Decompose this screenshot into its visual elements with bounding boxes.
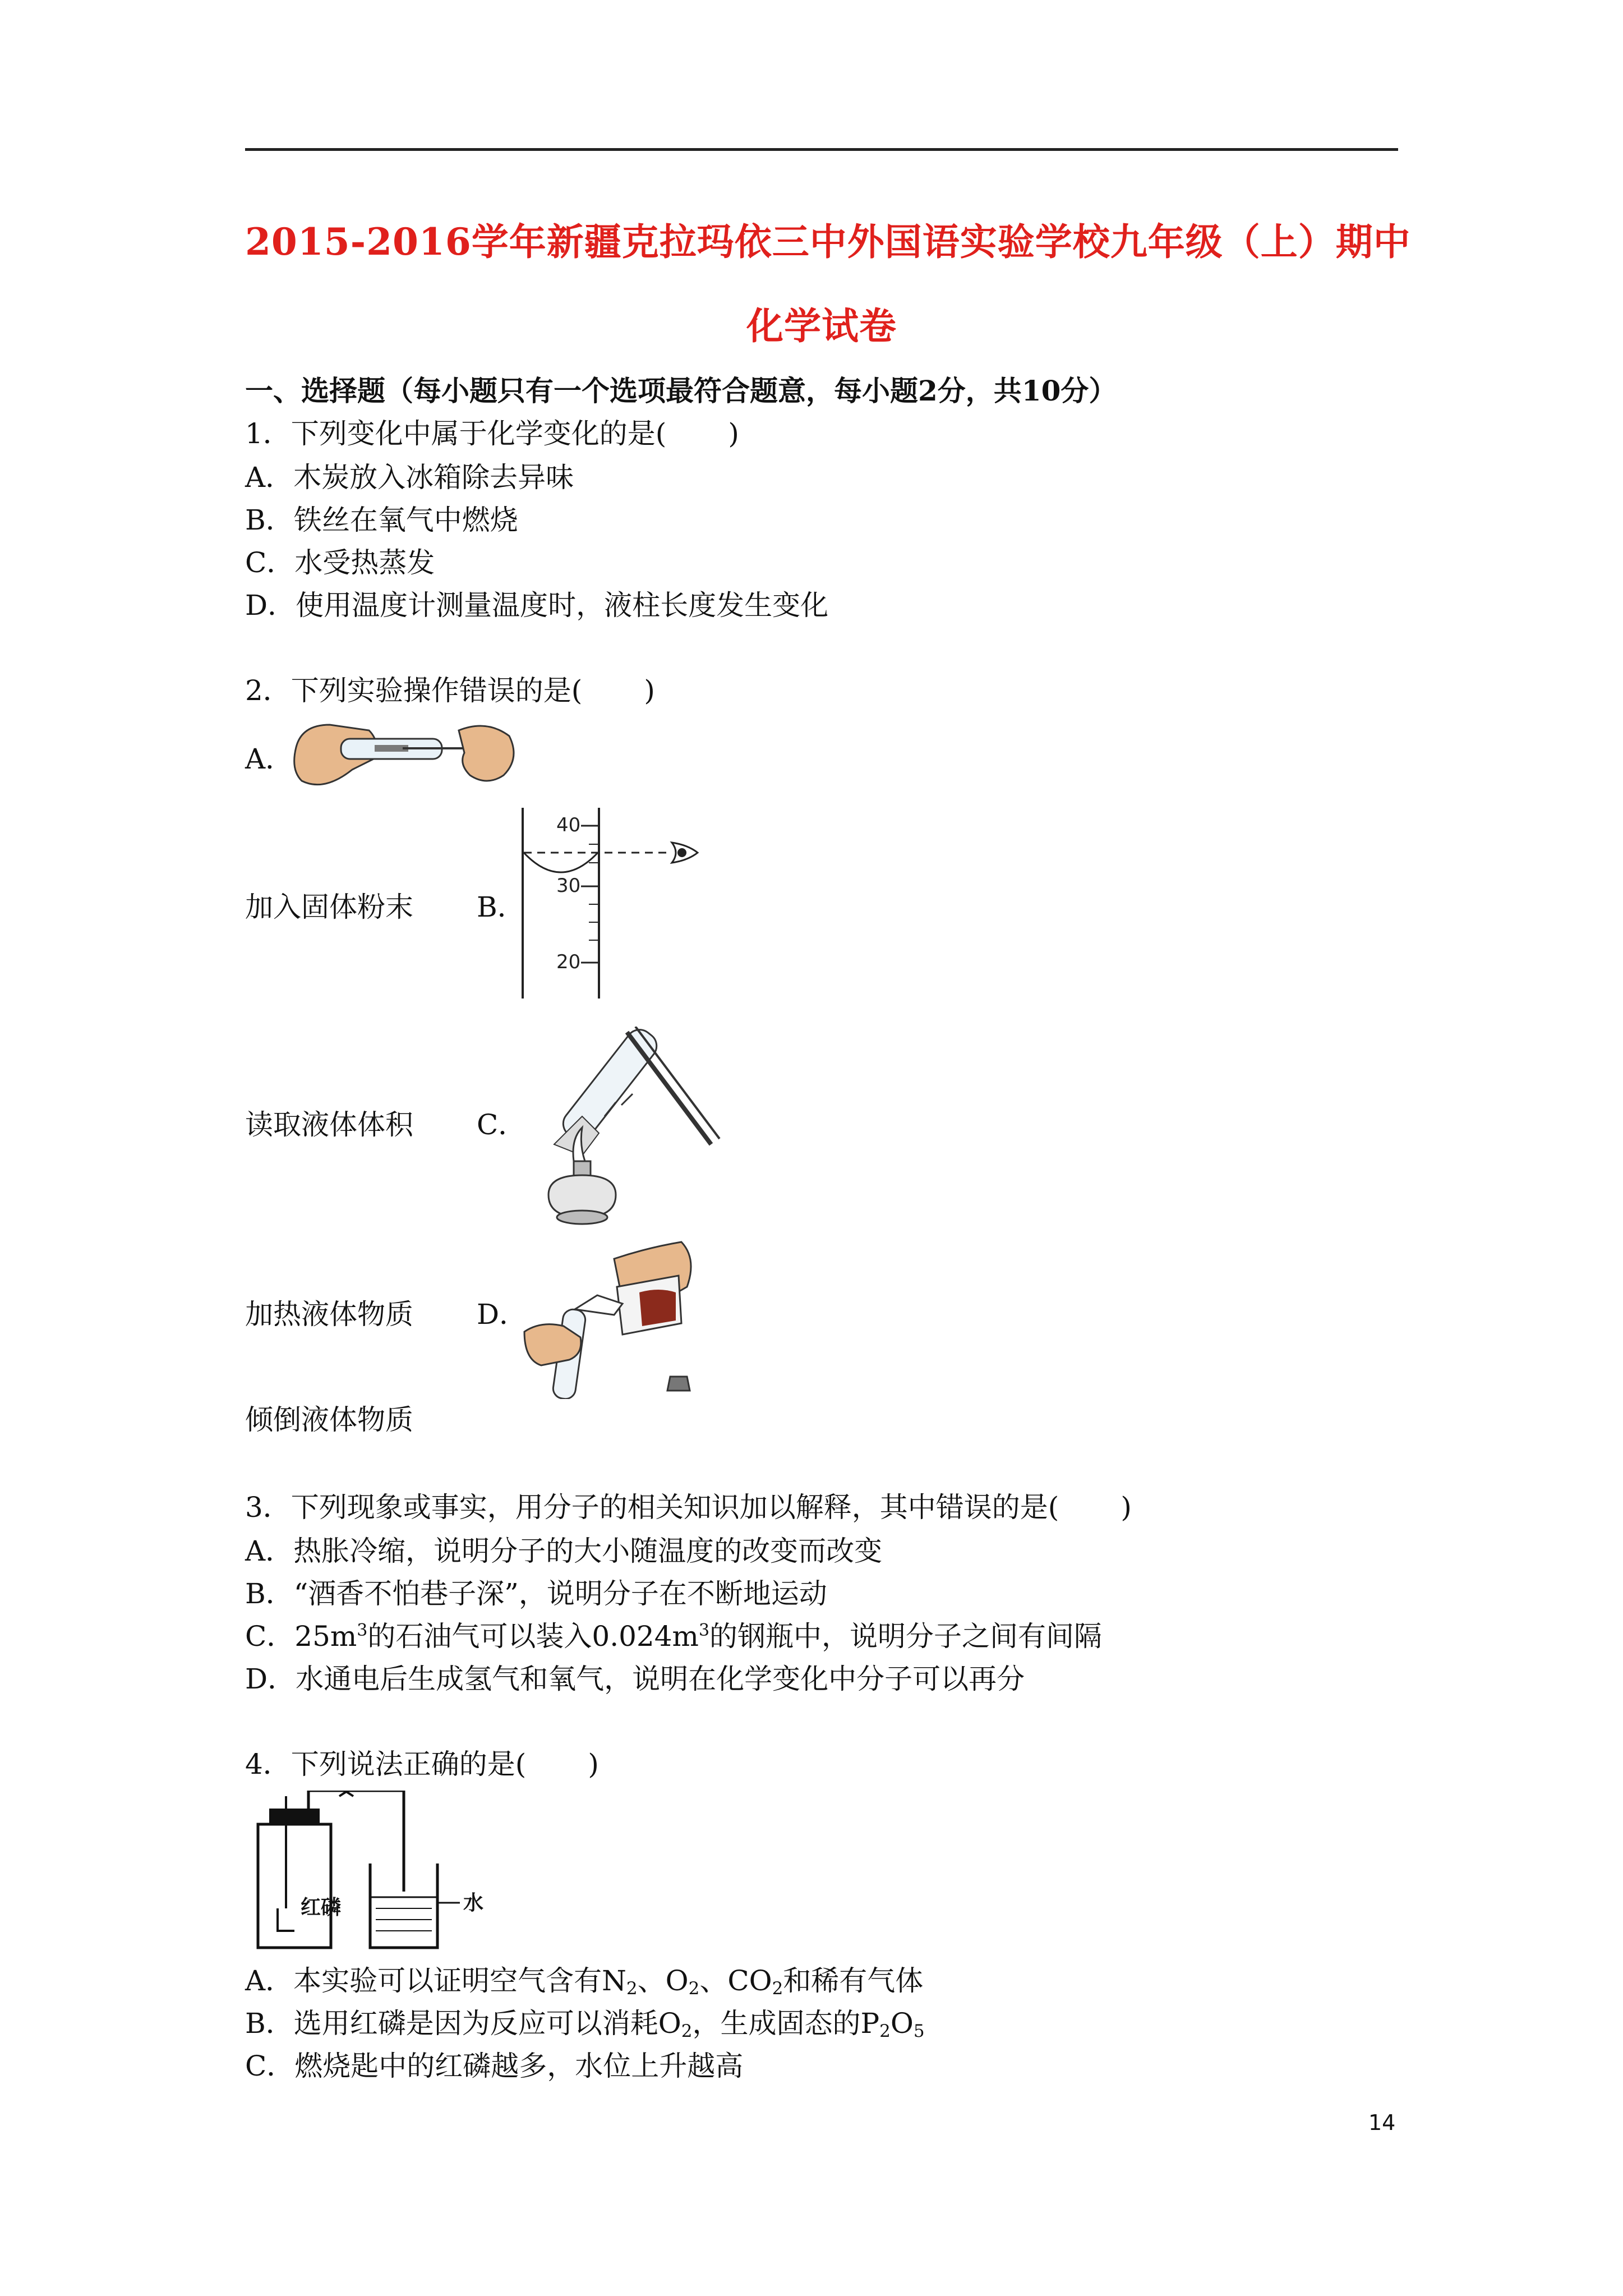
question-2-option-c-letter: C．: [477, 1108, 527, 1141]
graduated-cylinder-illustration: [519, 808, 710, 999]
question-3-option-c: [245, 1620, 1103, 1653]
cylinder-tick-30: 30: [556, 875, 581, 897]
option-text: O: [890, 2007, 914, 2040]
option-text: B．选用红磷是因为反应可以消耗O: [245, 2007, 681, 2040]
option-text: 、O: [637, 1964, 689, 1997]
red-phosphorus-experiment-illustration: [247, 1791, 561, 1953]
question-4-option-a: [245, 1964, 924, 1999]
question-2-caption-c: 加热液体物质: [245, 1298, 413, 1331]
subscript: 5: [913, 2021, 925, 2041]
section-heading: 一、选择题（每小题只有一个选项最符合题意，每小题2分，共10分）: [245, 374, 1117, 407]
question-2-option-d-letter: D．: [477, 1298, 528, 1331]
figure-label-red-phosphorus: 红磷: [301, 1896, 342, 1919]
question-1-stem: [245, 417, 739, 450]
question-2-caption-d: 倾倒液体物质: [245, 1404, 413, 1436]
question-1-option-b: B．铁丝在氧气中燃烧: [245, 504, 518, 536]
question-1-option-c: C．水受热蒸发: [245, 546, 435, 579]
question-4-option-c: C．燃烧匙中的红磷越多，水位上升越高: [245, 2050, 744, 2082]
paper-title-line1: 2015-2016学年新疆克拉玛依三中外国语实验学校九年级（上）期中: [245, 220, 1411, 264]
header-rule: [245, 148, 1398, 151]
question-2-option-b-letter: B．: [477, 891, 525, 923]
question-2-stem: [245, 674, 655, 707]
option-text: 的钢瓶中，说明分子之间有间隔: [709, 1620, 1103, 1653]
superscript: 3: [357, 1621, 368, 1640]
option-text: 的石油气可以装入0.024m: [367, 1620, 699, 1653]
question-1-option-a: A．木炭放入冰箱除去异味: [245, 461, 574, 494]
question-2-caption-b: 读取液体体积: [245, 1108, 413, 1141]
question-4-stem: [245, 1750, 599, 1778]
cylinder-tick-40: 40: [556, 814, 581, 836]
option-text: 和稀有气体: [783, 1964, 924, 1997]
option-text: C．25m: [245, 1620, 357, 1653]
question-3-option-a: A．热胀冷缩，说明分子的大小随温度的改变而改变: [245, 1535, 883, 1567]
question-2-caption-a: 加入固体粉末: [245, 891, 413, 923]
question-3-stem: [245, 1491, 1132, 1524]
figure-label-water: 水: [463, 1892, 484, 1915]
subscript: 2: [879, 2021, 891, 2041]
superscript: 3: [698, 1621, 710, 1640]
question-4-option-b: [245, 2009, 925, 2040]
paper-title-line2: 化学试卷: [746, 304, 897, 348]
subscript: 2: [681, 2021, 693, 2041]
question-stem-close: ): [1121, 1491, 1132, 1524]
cylinder-tick-20: 20: [556, 951, 581, 973]
question-3-option-d: D．水通电后生成氢气和氧气，说明在化学变化中分子可以再分: [245, 1663, 1025, 1695]
page-number: 14: [1368, 2110, 1396, 2135]
question-stem-text: 1．下列变化中属于化学变化的是(: [245, 417, 667, 450]
question-stem-text: 2．下列实验操作错误的是(: [245, 674, 583, 707]
option-text: 、CO: [699, 1964, 772, 1997]
question-stem-close: ): [588, 1748, 599, 1780]
subscript: 2: [772, 1978, 783, 1999]
option-text: A．本实验可以证明空气含有N: [245, 1964, 626, 1997]
question-stem-text: 3．下列现象或事实，用分子的相关知识加以解释，其中错误的是(: [245, 1491, 1059, 1524]
question-3-option-b: B．“酒香不怕巷子深”，说明分子在不断地运动: [245, 1577, 827, 1610]
question-stem-close: ): [644, 674, 655, 707]
question-1-option-d: D．使用温度计测量温度时，液柱长度发生变化: [245, 589, 829, 622]
add-solid-powder-illustration: [291, 708, 526, 798]
subscript: 2: [626, 1978, 638, 1999]
pour-liquid-illustration: [519, 1225, 698, 1399]
heating-liquid-illustration: [520, 1027, 722, 1234]
question-2-option-a-letter: A．: [245, 743, 294, 775]
option-text: ，生成固态的P: [692, 2007, 880, 2040]
question-stem-text: 4．下列说法正确的是(: [245, 1748, 527, 1780]
question-stem-close: ): [728, 417, 739, 450]
subscript: 2: [688, 1978, 700, 1999]
